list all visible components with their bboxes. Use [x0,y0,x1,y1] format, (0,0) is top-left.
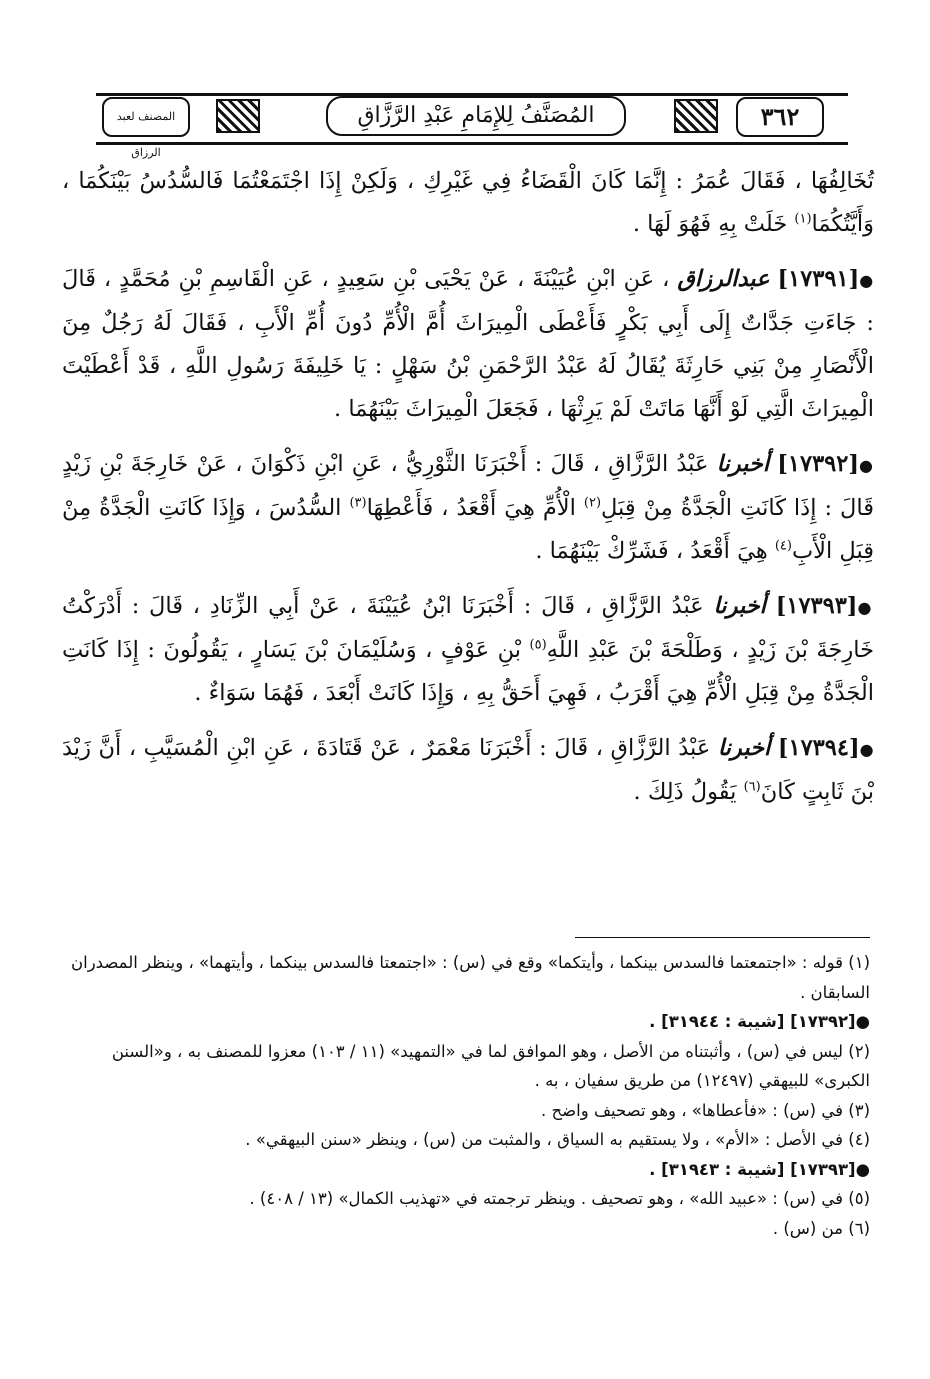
footnote: (٤) في الأصل : «الأم» ، ولا يستقيم به السياق ، والمثبت من (س) ، وينظر «سنن البيهقي» . [245,1130,870,1149]
footnote-marker: (٣) [349,495,367,511]
footnote: (٥) في (س) : «عبيد الله» ، وهو تصحيف . وينظر ترجمته في «تهذيب الكمال» (١٣ / ٤٠٨) . [249,1189,870,1208]
hadith-text: السُّدُسَ ، وَإِذَا كَانَتِ الْجَدَّةُ مِنْ قِبَلِ الْأَبِ [62,495,874,564]
footnote-marker: (٥) [529,637,547,653]
hadith-text: عَبْدُ الرَّزَّاقِ ، قَالَ : أَخْبَرَنَا ابْنُ عُيَيْنَةَ ، عَنْ أَبِي الزِّنَادِ ، قَالَ : أَدْرَكْتُ خَارِجَةَ بْنَ زَيْدٍ ، وَطَلْحَةَ بْنَ عَبْدِ اللَّهِ [62,593,874,663]
footnote: (٦) من (س) . [772,1218,870,1238]
ornament-icon [216,99,260,133]
hadith-entry [62,443,874,573]
footnote-divider [575,937,870,938]
hadith-lead: أخبرنا [717,735,771,761]
hadith-entry [62,585,874,715]
hadith-number: [١٧٣٩٣] [775,593,858,619]
page-number: ٣٦٢ [736,97,824,137]
hadith-text: الْأُمِّ هِيَ أَقْعَدُ ، فَأَعْطِهَا [366,495,576,521]
hadith-text: بْنِ عَوْفٍ ، وَسُلَيْمَانَ بْنَ يَسَارٍ ، يَقُولُونَ : إِذَا كَانَتِ الْجَدَّةُ مِنْ قِبَلِ الْأُمِّ هِيَ أَقْرَبُ ، فَهِيَ أَحَقُّ بِهِ ، وَإِذَا كَانَتْ أَبْعَدَ ، فَهُمَا سَوَاءٌ . [62,637,874,706]
bullet-icon: ● [859,740,874,759]
main-text [62,160,874,826]
hadith-lead: أخبرنا [716,451,770,477]
footnotes [62,948,870,1243]
hadith-text: ، عَنِ ابْنِ عُيَيْنَةَ ، عَنْ يَحْيَى بْنِ سَعِيدٍ ، عَنِ الْقَاسِمِ بْنِ مُحَمَّدٍ ، قَالَ : جَاءَتِ جَدَّاتٌ إِلَى أَبِي بَكْرٍ فَأَعْطَى الْمِيرَاثَ أُمَّ الْأُمِّ دُونَ أُمِّ الْأَبِ ، فَقَالَ لَهُ رَجُلٌ مِنَ الْأَنْصَارِ مِنْ بَنِي حَارِثَةَ يُقَالُ لَهُ عَبْدُ الرَّحْمَنِ بْنُ سَهْلٍ : يَا خَلِيفَةَ رَسُولِ اللَّهِ ، قَدْ أَعْطَيْتَ الْمِيرَاثَ الَّتِي لَوْ أَنَّهَا مَاتَتْ لَمْ يَرِثْهَا ، فَجَعَلَ الْمِيرَاثَ بَيْنَهُمَا . [62,266,874,422]
hadith-number: [١٧٣٩١] [777,266,860,292]
footnote-marker: (١) [794,211,812,227]
hadith-text: هِيَ أَقْعَدُ ، فَشَرِّكْ بَيْنَهُمَا . [535,538,768,564]
opening-paragraph [62,160,874,246]
hadith-text: عَبْدُ الرَّزَّاقِ ، قَالَ : أَخْبَرَنَا مَعْمَرٌ ، عَنْ قَتَادَةَ ، عَنِ ابْنِ الْمُسَيَّبِ ، أَنَّ زَيْدَ بْنَ ثَابِتٍ كَانَ [62,735,874,805]
footnote-marker: (٤) [774,538,792,554]
footnote: (٣) في (س) : «فأعطاها» ، وهو تصحيف واضح . [541,1100,870,1120]
book-title: المُصَنَّفُ لِلإِمَامِ عَبْدِ الرَّزَّاقِ [326,96,626,136]
bullet-icon: ● [859,271,874,290]
footnote: (١) قوله : «اجتمعتما فالسدس بينكما ، وأيتكما» وقع في (س) : «اجتمعتا فالسدس بينكما ، وأيتهما» ، وينظر المصدران السابقان . [71,953,870,1002]
hadith-text: يَقُولُ ذَلِكَ . [633,779,737,805]
footnote-marker: (٦) [743,779,761,795]
hadith-number: [١٧٣٩٤] [777,735,860,761]
hadith-entry [62,727,874,814]
footnote-marker: (٢) [583,495,602,511]
bullet-icon: ● [857,598,875,617]
footnote: (٢) ليس في (س) ، وأثبتناه من الأصل ، وهو الموافق لما في «التمهيد» (١١ / ١٠٣) معزوا للمصنف به ، و«السنن الكبرى» للبيهقي (١٢٤٩٧) من طريق سفيان ، به . [111,1041,870,1090]
hadith-lead: أخبرنا [713,593,766,619]
hadith-number: [١٧٣٩٢] [777,451,860,477]
bullet-icon: ● [859,456,875,475]
opening-text-end: خَلَتْ بِهِ فَهُوَ لَهَا . [632,211,788,237]
ornament-icon [674,99,718,133]
hadith-lead: عبدالرزاق [677,266,770,292]
opening-text: تُخَالِفُهَا ، فَقَالَ عُمَرُ : إِنَّمَا كَانَ الْقَضَاءُ فِي غَيْرِكِ ، وَلَكِنْ إِذَا اجْتَمَعْتُمَا فَالسُّدُسُ بَيْنَكُمَا ، وَأَيَّتُكُمَا [62,168,874,237]
hadith-text: عَبْدُ الرَّزَّاقِ ، قَالَ : أَخْبَرَنَا الثَّوْرِيُّ ، عَنِ ابْنِ ذَكْوَانَ ، عَنْ خَارِجَةَ بْنِ زَيْدٍ قَالَ : إِذَا كَانَتِ الْجَدَّةُ مِنْ قِبَلِ [62,451,874,521]
source-reference: ●[١٧٣٩٣] [شيبة : ٣١٩٤٣] . [649,1159,870,1179]
hadith-entry [62,258,874,431]
page-header [96,93,848,159]
book-emblem: المصنف لعبد الرزاق [102,97,190,137]
source-reference: ●[١٧٣٩٢] [شيبة : ٣١٩٤٤] . [649,1012,870,1031]
